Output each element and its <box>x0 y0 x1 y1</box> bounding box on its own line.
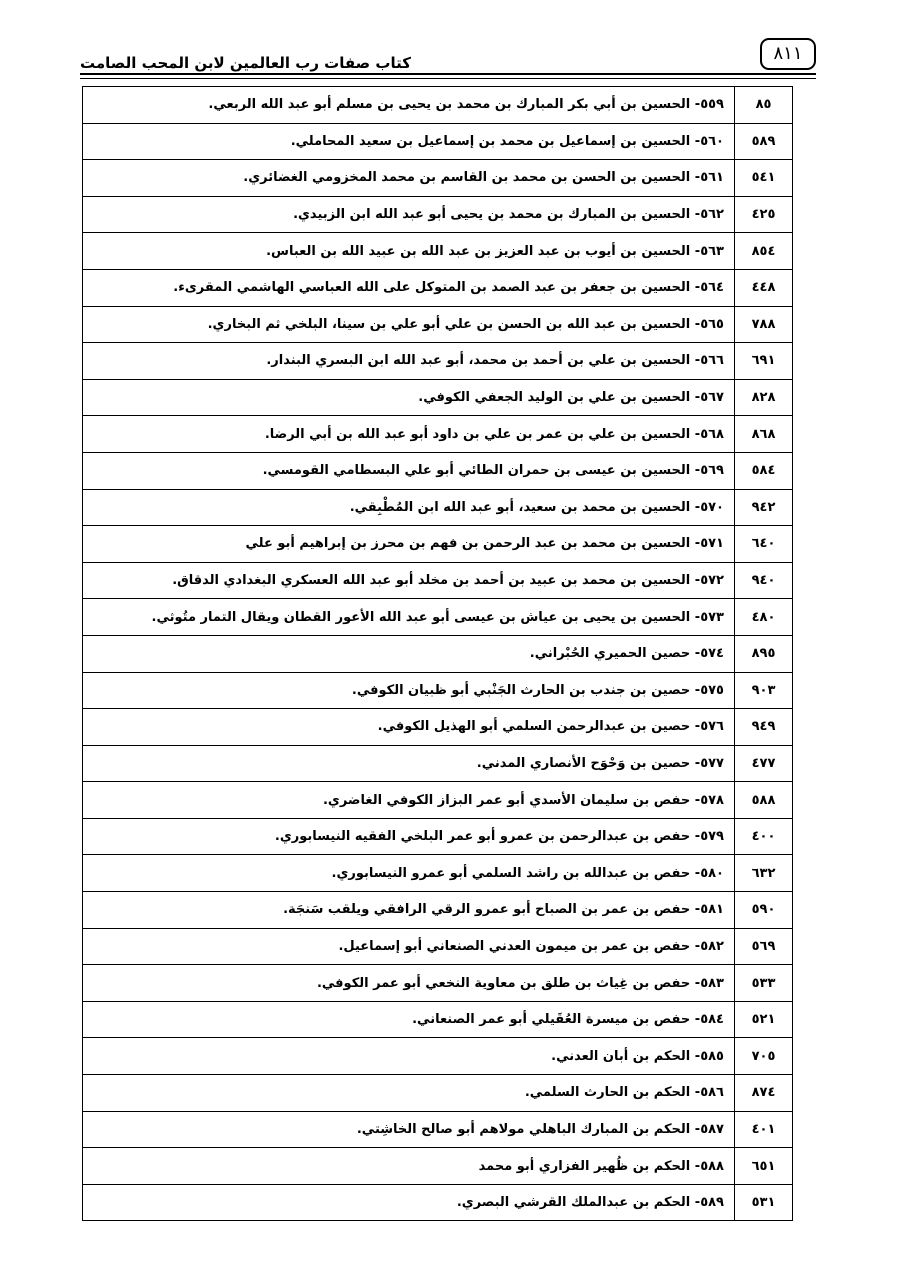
entry-name: ٥٦٤- الحسين بن جعفر بن عبد الصمد بن المتوكل على الله العباسي الهاشمي المقرىء. <box>83 269 735 306</box>
entry-page: ٤٧٧ <box>735 745 793 782</box>
entry-page: ٦٩١ <box>735 343 793 380</box>
page-number: ٨١١ <box>760 38 816 70</box>
table-row <box>83 1111 793 1148</box>
page-header <box>80 38 816 74</box>
table-row <box>83 123 793 160</box>
table-row <box>83 1001 793 1038</box>
entry-name: ٥٦٦- الحسين بن علي بن أحمد بن محمد، أبو عبد الله ابن البسري البندار. <box>83 343 735 380</box>
table-row <box>83 160 793 197</box>
entry-name: ٥٦٠- الحسين بن إسماعيل بن محمد بن إسماعيل بن سعيد المحاملي. <box>83 123 735 160</box>
entry-page: ٥٤١ <box>735 160 793 197</box>
table-row <box>83 709 793 746</box>
entry-name: ٥٨٣- حفص بن غِياث بن طلق بن معاوية النخعي أبو عمر الكوفي. <box>83 965 735 1002</box>
entry-name: ٥٦٢- الحسين بن المبارك بن محمد بن يحيى أبو عبد الله ابن الزبيدي. <box>83 196 735 233</box>
entry-page: ٧٨٨ <box>735 306 793 343</box>
entry-page: ٥٣٣ <box>735 965 793 1002</box>
entry-page: ٨٦٨ <box>735 416 793 453</box>
entry-name: ٥٧٥- حصين بن جندب بن الحارث الجَنْبي أبو ظبيان الكوفي. <box>83 672 735 709</box>
table-row <box>83 416 793 453</box>
entry-name: ٥٨٥- الحكم بن أبان العدني. <box>83 1038 735 1075</box>
entry-name: ٥٦٩- الحسين بن عيسى بن حمران الطائي أبو علي البسطامي القومسي. <box>83 452 735 489</box>
entry-page: ٨٥ <box>735 87 793 124</box>
entry-page: ٥٦٩ <box>735 928 793 965</box>
table-row <box>83 196 793 233</box>
book-title: كتاب صفات رب العالمين لابن المحب الصامت <box>80 54 411 72</box>
entry-page: ٤٨٠ <box>735 599 793 636</box>
entry-page: ٥٩٠ <box>735 892 793 929</box>
entry-page: ٥٣١ <box>735 1184 793 1221</box>
table-row <box>83 855 793 892</box>
header-rule <box>80 73 816 75</box>
entry-page: ٩٤٠ <box>735 562 793 599</box>
table-row <box>83 562 793 599</box>
table-row <box>83 892 793 929</box>
table-row <box>83 965 793 1002</box>
entry-page: ٤٠٠ <box>735 818 793 855</box>
entry-page: ٨٥٤ <box>735 233 793 270</box>
entry-name: ٥٧٤- حصين الحميري الحُبْراني. <box>83 635 735 672</box>
entry-page: ٥٨٤ <box>735 452 793 489</box>
table-row <box>83 343 793 380</box>
table-row <box>83 818 793 855</box>
table-row <box>83 599 793 636</box>
header-rule-thin <box>80 78 816 79</box>
entry-page: ٥٨٨ <box>735 782 793 819</box>
entry-page: ٥٢١ <box>735 1001 793 1038</box>
entry-name: ٥٨٢- حفص بن عمر بن ميمون العدني الصنعاني أبو إسماعيل. <box>83 928 735 965</box>
table-row <box>83 379 793 416</box>
entry-name: ٥٧٨- حفص بن سليمان الأسدي أبو عمر البزاز الكوفي الغاضري. <box>83 782 735 819</box>
table-row <box>83 635 793 672</box>
entry-page: ٩٤٩ <box>735 709 793 746</box>
entry-page: ٤٠١ <box>735 1111 793 1148</box>
entry-page: ٦٤٠ <box>735 526 793 563</box>
entry-name: ٥٧٣- الحسين بن يحيى بن عياش بن عيسى أبو عبد الله الأعور القطان ويقال التمار متُوثي. <box>83 599 735 636</box>
table-row <box>83 306 793 343</box>
entry-name: ٥٦١- الحسين بن الحسن بن محمد بن القاسم بن محمد المخزومي الغضائري. <box>83 160 735 197</box>
entry-page: ٨٩٥ <box>735 635 793 672</box>
table-row <box>83 269 793 306</box>
table-row <box>83 87 793 124</box>
table-row <box>83 1148 793 1185</box>
entry-page: ٤٢٥ <box>735 196 793 233</box>
entry-page: ٦٣٢ <box>735 855 793 892</box>
table-row <box>83 1038 793 1075</box>
entry-name: ٥٧٦- حصين بن عبدالرحمن السلمي أبو الهذيل الكوفي. <box>83 709 735 746</box>
table-row <box>83 1075 793 1112</box>
entry-page: ٩٠٣ <box>735 672 793 709</box>
entry-page: ٨٢٨ <box>735 379 793 416</box>
entry-name: ٥٦٨- الحسين بن علي بن عمر بن علي بن داود أبو عبد الله بن أبي الرضا. <box>83 416 735 453</box>
table-row <box>83 928 793 965</box>
entry-name: ٥٦٣- الحسين بن أيوب بن عبد العزيز بن عبد الله بن عبيد الله بن العباس. <box>83 233 735 270</box>
entry-name: ٥٨٦- الحكم بن الحارث السلمي. <box>83 1075 735 1112</box>
entry-name: ٥٧٩- حفص بن عبدالرحمن بن عمرو أبو عمر البلخي الفقيه النيسابوري. <box>83 818 735 855</box>
entry-name: ٥٥٩- الحسين بن أبي بكر المبارك بن محمد بن يحيى بن مسلم أبو عبد الله الربعي. <box>83 87 735 124</box>
entry-name: ٥٦٥- الحسين بن عبد الله بن الحسن بن علي أبو علي بن سينا، البلخي ثم البخاري. <box>83 306 735 343</box>
entry-name: ٥٦٧- الحسين بن علي بن الوليد الجعفي الكوفي. <box>83 379 735 416</box>
table-row <box>83 526 793 563</box>
entry-name: ٥٨٨- الحكم بن ظُهير الفزاري أبو محمد <box>83 1148 735 1185</box>
entry-page: ٨٧٤ <box>735 1075 793 1112</box>
entry-name: ٥٨٤- حفص بن ميسرة العُقَيلي أبو عمر الصنعاني. <box>83 1001 735 1038</box>
entry-page: ٦٥١ <box>735 1148 793 1185</box>
entry-name: ٥٨٠- حفص بن عبدالله بن راشد السلمي أبو عمرو النيسابوري. <box>83 855 735 892</box>
entry-page: ٤٤٨ <box>735 269 793 306</box>
index-table <box>82 86 793 1221</box>
entry-page: ٧٠٥ <box>735 1038 793 1075</box>
entry-name: ٥٧٢- الحسين بن محمد بن عبيد بن أحمد بن مخلد أبو عبد الله العسكري البغدادي الدقاق. <box>83 562 735 599</box>
table-row <box>83 489 793 526</box>
entry-name: ٥٧٧- حصين بن وَحْوَح الأنصاري المدني. <box>83 745 735 782</box>
table-row <box>83 1184 793 1221</box>
entry-name: ٥٨٩- الحكم بن عبدالملك القرشي البصري. <box>83 1184 735 1221</box>
entry-name: ٥٨٧- الحكم بن المبارك الباهلي مولاهم أبو صالح الخاشِتي. <box>83 1111 735 1148</box>
entry-name: ٥٨١- حفص بن عمر بن الصباح أبو عمرو الرقي الرافقي ويلقب سَنجَة. <box>83 892 735 929</box>
entry-page: ٩٤٢ <box>735 489 793 526</box>
table-row <box>83 745 793 782</box>
table-row <box>83 672 793 709</box>
entry-name: ٥٧١- الحسين بن محمد بن عبد الرحمن بن فهم بن محرز بن إبراهيم أبو علي <box>83 526 735 563</box>
entry-page: ٥٨٩ <box>735 123 793 160</box>
table-row <box>83 233 793 270</box>
table-row <box>83 452 793 489</box>
table-row <box>83 782 793 819</box>
entry-name: ٥٧٠- الحسين بن محمد بن سعيد، أبو عبد الله ابن المُطْبِقي. <box>83 489 735 526</box>
